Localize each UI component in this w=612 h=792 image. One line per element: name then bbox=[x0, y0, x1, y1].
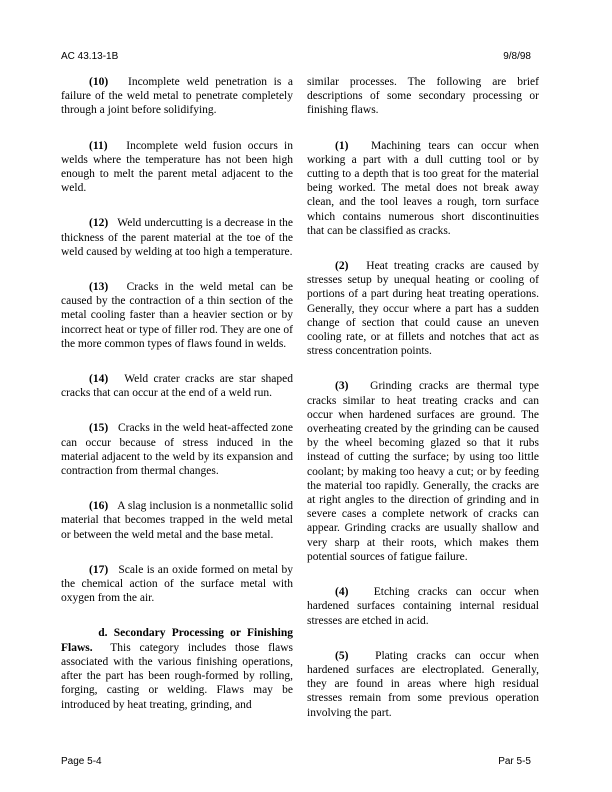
right-column bbox=[307, 75, 539, 741]
footer-page-number: Page 5-4 bbox=[61, 756, 102, 767]
item-number: (13) bbox=[89, 281, 109, 294]
paragraph bbox=[61, 421, 293, 478]
item-number: (15) bbox=[89, 422, 109, 435]
item-number: (4) bbox=[335, 586, 349, 599]
item-number: (5) bbox=[335, 649, 349, 662]
item-text: Incomplete weld penetration is a failure of the weld metal to penetrate completely through a joint before solidifying. bbox=[61, 76, 294, 117]
left-column bbox=[61, 75, 293, 733]
item-number: (10) bbox=[89, 76, 109, 88]
paragraph bbox=[61, 280, 293, 351]
paragraph bbox=[61, 499, 293, 542]
section-text: This category includes those flaws associated with the various finishing operations, after the part has been rough-formed by rolling, forging, casting or welding. Flaws may be introduced by heat treating, grinding, and bbox=[61, 641, 293, 711]
item-text: Grinding cracks are thermal type cracks similar to heat treating cracks and can occur when hardened surfaces are ground. The overheating created by the grinding can be caused by the wheel becoming glazed so that it rubs instead of cutting the surface; by using too little coolant; by making too heavy a cut; or by feeding the material too rapidly. Generally, the cracks are at right angles to the direction of grinding and in severe cases a complete network of cracks can appear. Grinding cracks are usually shallow and very sharp at their roots, which makes them potential sources of fatigue failure. bbox=[307, 380, 540, 563]
item-number: (2) bbox=[335, 260, 349, 273]
header-date: 9/8/98 bbox=[503, 51, 531, 62]
item-text: Scale is an oxide formed on metal by the chemical action of the surface metal with oxygen from the air. bbox=[61, 563, 294, 605]
item-text: Cracks in the weld heat-affected zone can occur because of stress induced in the material adjacent to the weld by its expansion and contraction from thermal changes. bbox=[61, 422, 293, 478]
item-text: Incomplete weld fusion occurs in welds where the temperature has not been high enough to melt the parent metal adjacent to the weld. bbox=[61, 139, 293, 195]
item-text: Weld crater cracks are star shaped cracks that can occur at the end of a weld run. bbox=[61, 373, 294, 400]
section-heading: d. Secondary Processing or Finishing Flaws. bbox=[61, 627, 293, 654]
paragraph bbox=[307, 139, 539, 238]
paragraph bbox=[61, 372, 293, 400]
paragraph bbox=[61, 75, 293, 118]
continuation-paragraph: similar processes. The following are brief descriptions of some secondary processing or finishing flaws. bbox=[307, 76, 539, 117]
paragraph bbox=[61, 139, 293, 196]
item-text: Plating cracks can occur when hardened surfaces are electroplated. Generally, they are found in areas where high residual stresses remain from some previous operation involving the part. bbox=[307, 649, 540, 719]
paragraph bbox=[307, 259, 539, 358]
header-doc-id: AC 43.13-1B bbox=[61, 51, 119, 62]
item-number: (14) bbox=[89, 373, 109, 386]
paragraph bbox=[307, 649, 539, 720]
item-number: (16) bbox=[89, 500, 109, 513]
item-number: (11) bbox=[89, 139, 108, 152]
item-text: Cracks in the weld metal can be caused by the contraction of a thin section of the metal cooling faster than a heavier section or by incorrect heat or type of filler rod. They are one of the more common types of flaws found in welds. bbox=[61, 281, 294, 350]
item-text: Machining tears can occur when working a part with a dull cutting tool or by cutting to a depth that is too great for the material being worked. The metal does not break away clean, and the tool leaves a rough, torn surface which contains numerous short discontinuities that can be classified as cracks. bbox=[307, 139, 539, 237]
paragraph bbox=[61, 216, 293, 259]
item-text: Etching cracks can occur when hardened surfaces containing internal residual stresses are etched in acid. bbox=[307, 586, 540, 627]
paragraph bbox=[307, 585, 539, 628]
item-number: (1) bbox=[335, 139, 349, 152]
item-text: Weld undercutting is a decrease in the thickness of the parent material at the toe of the weld caused by welding at too high a temperature. bbox=[61, 217, 293, 258]
item-number: (17) bbox=[89, 563, 109, 576]
section-paragraph bbox=[61, 626, 293, 711]
item-number: (12) bbox=[89, 217, 109, 230]
paragraph bbox=[61, 563, 293, 606]
item-number: (3) bbox=[335, 380, 349, 393]
footer-paragraph-ref: Par 5-5 bbox=[498, 756, 531, 767]
item-text: Heat treating cracks are caused by stresses setup by unequal heating or cooling of portions of a part during heat treating operations. Generally, they occur where a part has a sudden change of section that could cause an uneven cooling rate, or at fillets and notches that act as stress concentration points. bbox=[307, 260, 540, 358]
paragraph bbox=[307, 379, 539, 564]
item-text: A slag inclusion is a nonmetallic solid material that becomes trapped in the weld metal or between the weld metal and the base metal. bbox=[61, 500, 293, 541]
